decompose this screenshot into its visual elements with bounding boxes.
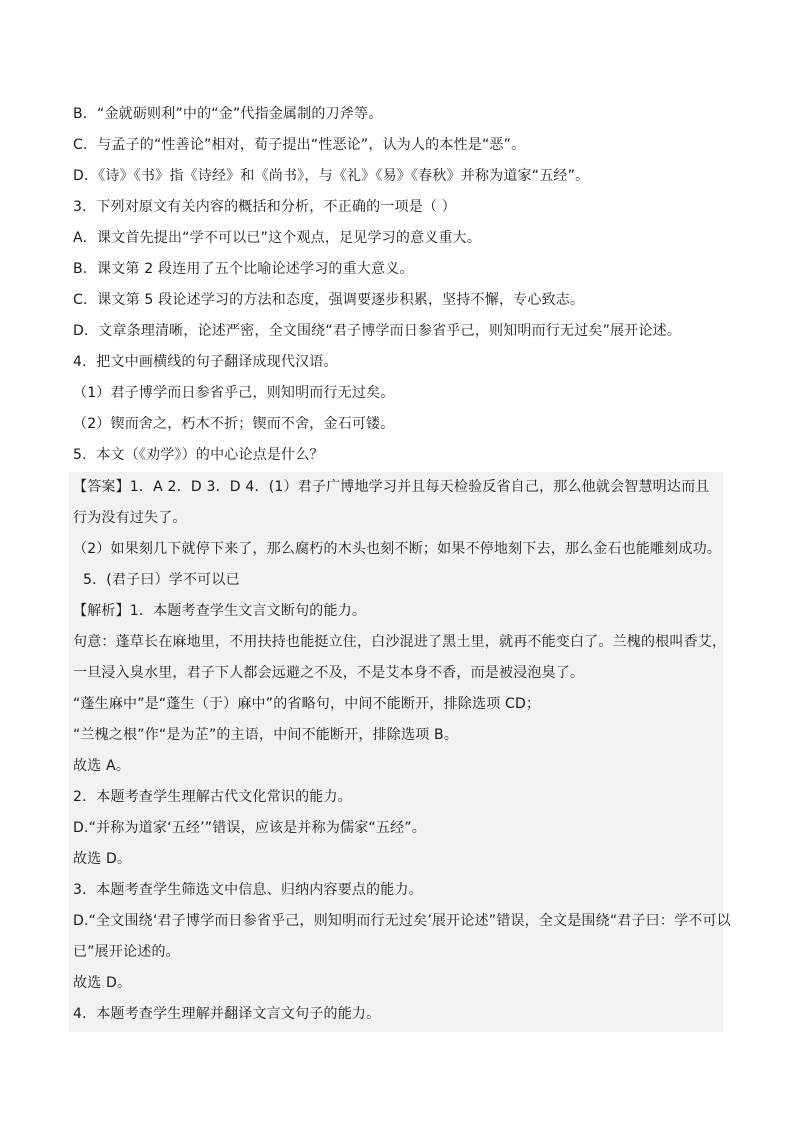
q3-option-a: A．课文首先提出“学不可以已”这个观点，足见学习的意义重大。 bbox=[73, 230, 482, 246]
analysis-q3-header: 3．本题考查学生筛选文中信息、归纳内容要点的能力。 bbox=[73, 882, 423, 898]
answer-line-4: 5．(君子曰）学不可以已 bbox=[83, 572, 240, 588]
q2-option-d: D．《诗》《书》指《诗经》和《尚书》，与《礼》《易》《春秋》并称为道家“五经”。 bbox=[73, 168, 590, 184]
analysis-meaning-2: 一旦浸入臭水里，君子下人都会远避之不及，不是艾本身不香，而是被浸泡臭了。 bbox=[73, 665, 585, 681]
answer-line-3: （2）如果刻几下就停下来了，那么腐朽的木头也刻不断；如果不停地刻下去，那么金石也能雕刻成功。 bbox=[73, 541, 722, 557]
q4-item-2: （2）锲而舍之，朽木不折；锲而不舍，金石可镂。 bbox=[73, 416, 395, 432]
q2-option-b: B．“金就砺则利”中的“金”代指金属制的刀斧等。 bbox=[73, 106, 383, 122]
analysis-q4-header: 4．本题考查学生理解并翻译文言文句子的能力。 bbox=[73, 1006, 381, 1022]
analysis-q3-detail-2: 已”展开论述的。 bbox=[73, 944, 180, 960]
analysis-q3-detail-1: D.“全文围绕‘君子博学而日参省乎己，则知明而行无过矣’展开论述”错误，全文是围绕“君子曰：学不可以 bbox=[73, 913, 731, 929]
answer-line-2: 行为没有过失了。 bbox=[73, 510, 187, 526]
analysis-choose-2: 故选 D。 bbox=[73, 851, 132, 867]
analysis-meaning-1: 句意：蓬草长在麻地里，不用扶持也能挺立住，白沙混进了黑土里，就再不能变白了。兰槐的根叫香艾， bbox=[73, 634, 727, 650]
analysis-header: 【解析】1．本题考查学生文言文断句的能力。 bbox=[73, 603, 367, 619]
q3-stem: 3．下列对原文有关内容的概括和分析，不正确的一项是（ ） bbox=[73, 199, 456, 215]
q2-option-c: C．与孟子的“性善论”相对，荀子提出“性恶论”，认为人的本性是“恶”。 bbox=[73, 137, 526, 153]
q3-option-c: C．课文第 5 段论述学习的方法和态度，强调要逐步积累，坚持不懈，专心致志。 bbox=[73, 292, 585, 308]
analysis-q2-detail: D.“并称为道家‘五经’”错误，应该是并称为儒家“五经”。 bbox=[73, 820, 426, 836]
analysis-choose-1: 故选 A。 bbox=[73, 758, 131, 774]
q5-stem: 5．本文（《劝学》）的中心论点是什么？ bbox=[73, 447, 324, 463]
analysis-q2-header: 2．本题考查学生理解古代文化常识的能力。 bbox=[73, 789, 352, 805]
analysis-choose-3: 故选 D。 bbox=[73, 975, 132, 991]
q4-stem: 4．把文中画横线的句子翻译成现代汉语。 bbox=[73, 354, 338, 370]
q3-option-d: D．文章条理清晰，论述严密，全文围绕“君子博学而日参省乎己，则知明而行无过矣”展开论述。 bbox=[73, 323, 682, 339]
analysis-note-2: “兰槐之根”作“是为芷”的主语，中间不能断开，排除选项 B。 bbox=[73, 727, 459, 743]
analysis-note-1: “蓬生麻中”是“蓬生（于）麻中”的省略句，中间不能断开，排除选项 CD； bbox=[73, 696, 541, 712]
q3-option-b: B．课文第 2 段连用了五个比喻论述学习的重大意义。 bbox=[73, 261, 414, 277]
answer-line-1: 【答案】1．A 2．D 3．D 4．(1）君子广博地学习并且每天检验反省自己，那么他就会智慧明达而且 bbox=[73, 479, 710, 495]
q4-item-1: （1）君子博学而日参省乎己，则知明而行无过矣。 bbox=[73, 385, 395, 401]
